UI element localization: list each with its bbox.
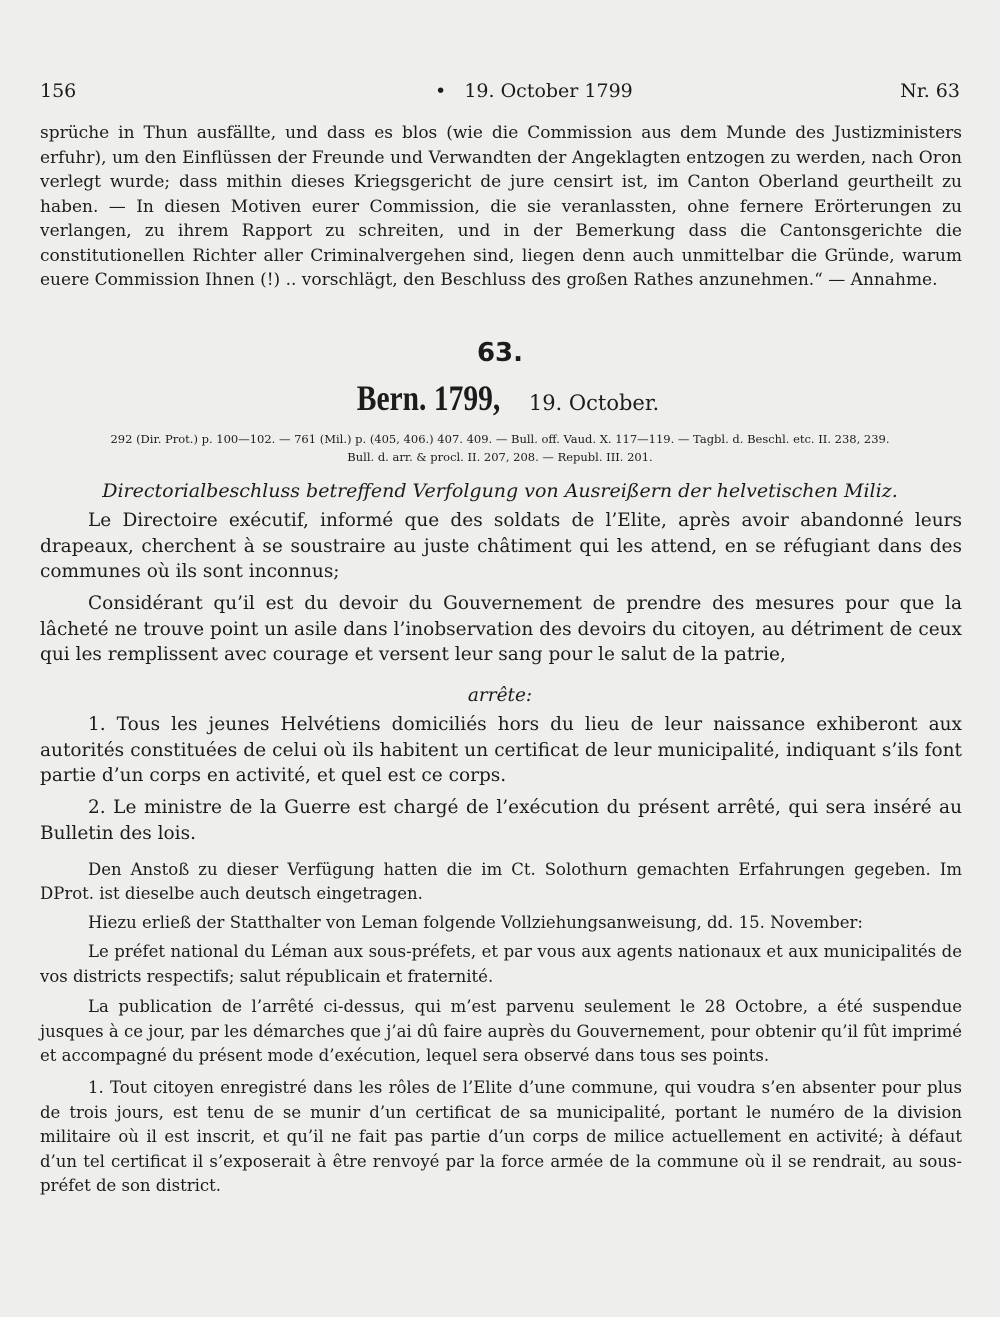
- arrete-heading: arrête:: [467, 685, 533, 706]
- leman-publication: La publication de l’arrêté ci-dessus, qui m’est parvenu seulement le 28 Octobre, a été suspendue jusques à ce jour, par les démarches que j’ai dû faire auprès du Gouvernement, pour obtenir qu’il fût imprimé et accompagné du présent mode d’exécution, lequel sera observé dans tous ses points.: [40, 997, 962, 1065]
- article-1: 1. Tous les jeunes Helvétiens domiciliés hors du lieu de leur naissance exhiberont aux autorités constituées de celui où ils habitent un certificat de leur municipalité, indiquant s’ils font partie d’un corps en activité, et quel est ce corps.: [40, 714, 962, 786]
- header-date-text: 19. October 1799: [464, 80, 633, 102]
- note-leman-intro: Hiezu erließ der Statthalter von Leman folgende Vollziehungsanweisung, dd. 15. November:: [88, 913, 863, 932]
- header-bullet: •: [435, 80, 447, 102]
- document-place-date: [0, 377, 1000, 419]
- paragraph-intro: Le Directoire exécutif, informé que des soldats de l’Elite, après avoir abandonné leurs drapeaux, cherchent à se soustraire au juste châtiment qui les attend, en se réfugiant dans des communes où ils sont inconnus;: [40, 510, 962, 582]
- header-doc-number: Nr. 63: [900, 80, 960, 102]
- place-date: 19. October.: [528, 391, 660, 415]
- leman-article-1: 1. Tout citoyen enregistré dans les rôles de l’Elite d’une commune, qui voudra s’en absenter pour plus de trois jours, est tenu de se munir d’un certificat de sa municipalité, portant le numéro de la division militaire où il est inscrit, et qu’il ne fait pas partie d’un corps de milice actuellement en activité; à défaut d’un tel certificat il s’exposerait à être renvoyé par la force armée de la commune où il se rendrait, au sous-préfet de son district.: [40, 1078, 962, 1195]
- leman-salutation: Le préfet national du Léman aux sous-préfets, et par vous aux agents nationaux et aux municipalités de vos districts respectifs; salut républicain et fraternité.: [40, 942, 962, 986]
- previous-document-text: sprüche in Thun ausfällte, und dass es blos (wie die Commission aus dem Munde des Justizministers erfuhr), um den Einflüssen der Freunde und Verwandten der Angeklagten entzogen zu werden, nach Oron verlegt wurde; dass mithin dieses Kriegsgericht de jure censirt ist, im Canton Oberland geurtheilt zu haben. — In diesen Motiven eurer Commission, die sie veranlassten, ohne fernere Erörterungen zu verlangen, zu ihrem Rapport zu schreiten, und in der Bemerkung dass die Cantonsgerichte die constitutionellen Richter aller Criminalvergehen sind, liegen denn auch unmittelbar die Gründe, warum euere Commission Ihnen (!) .. vorschlägt, den Beschluss des großen Rathes anzunehmen.“ — Annahme.: [40, 123, 962, 290]
- source-line-2: Bull. d. arr. & procl. II. 207, 208. — Republ. III. 201.: [347, 450, 653, 464]
- document-number: 63.: [476, 338, 524, 368]
- note-german: Den Anstoß zu dieser Verfügung hatten die im Ct. Solothurn gemachten Erfahrungen gegeben. Im DProt. ist dieselbe auch deutsch eingetragen.: [40, 860, 962, 903]
- place-year: Bern. 1799,: [356, 378, 500, 418]
- page-number: 156: [40, 80, 77, 102]
- source-line-1: 292 (Dir. Prot.) p. 100—102. — 761 (Mil.) p. (405, 406.) 407. 409. — Bull. off. Vaud. X. 117—119. — Tagbl. d. Beschl. etc. II. 238, 239.: [110, 432, 890, 446]
- paragraph-considerant: Considérant qu’il est du devoir du Gouvernement de prendre des mesures pour que la lâcheté ne trouve point un asile dans l’inobservation des devoirs du citoyen, au détriment de ceux qui les remplissent avec courage et versent leur sang pour le salut de la patrie,: [40, 593, 962, 665]
- source-references: [40, 430, 960, 466]
- page-header: [40, 80, 960, 110]
- header-date: [435, 80, 633, 102]
- article-2: 2. Le ministre de la Guerre est chargé de l’exécution du présent arrêté, qui sera inséré au Bulletin des lois.: [40, 797, 962, 844]
- document-title: Directorialbeschluss betreffend Verfolgung von Ausreißern der helvetischen Miliz.: [102, 480, 898, 502]
